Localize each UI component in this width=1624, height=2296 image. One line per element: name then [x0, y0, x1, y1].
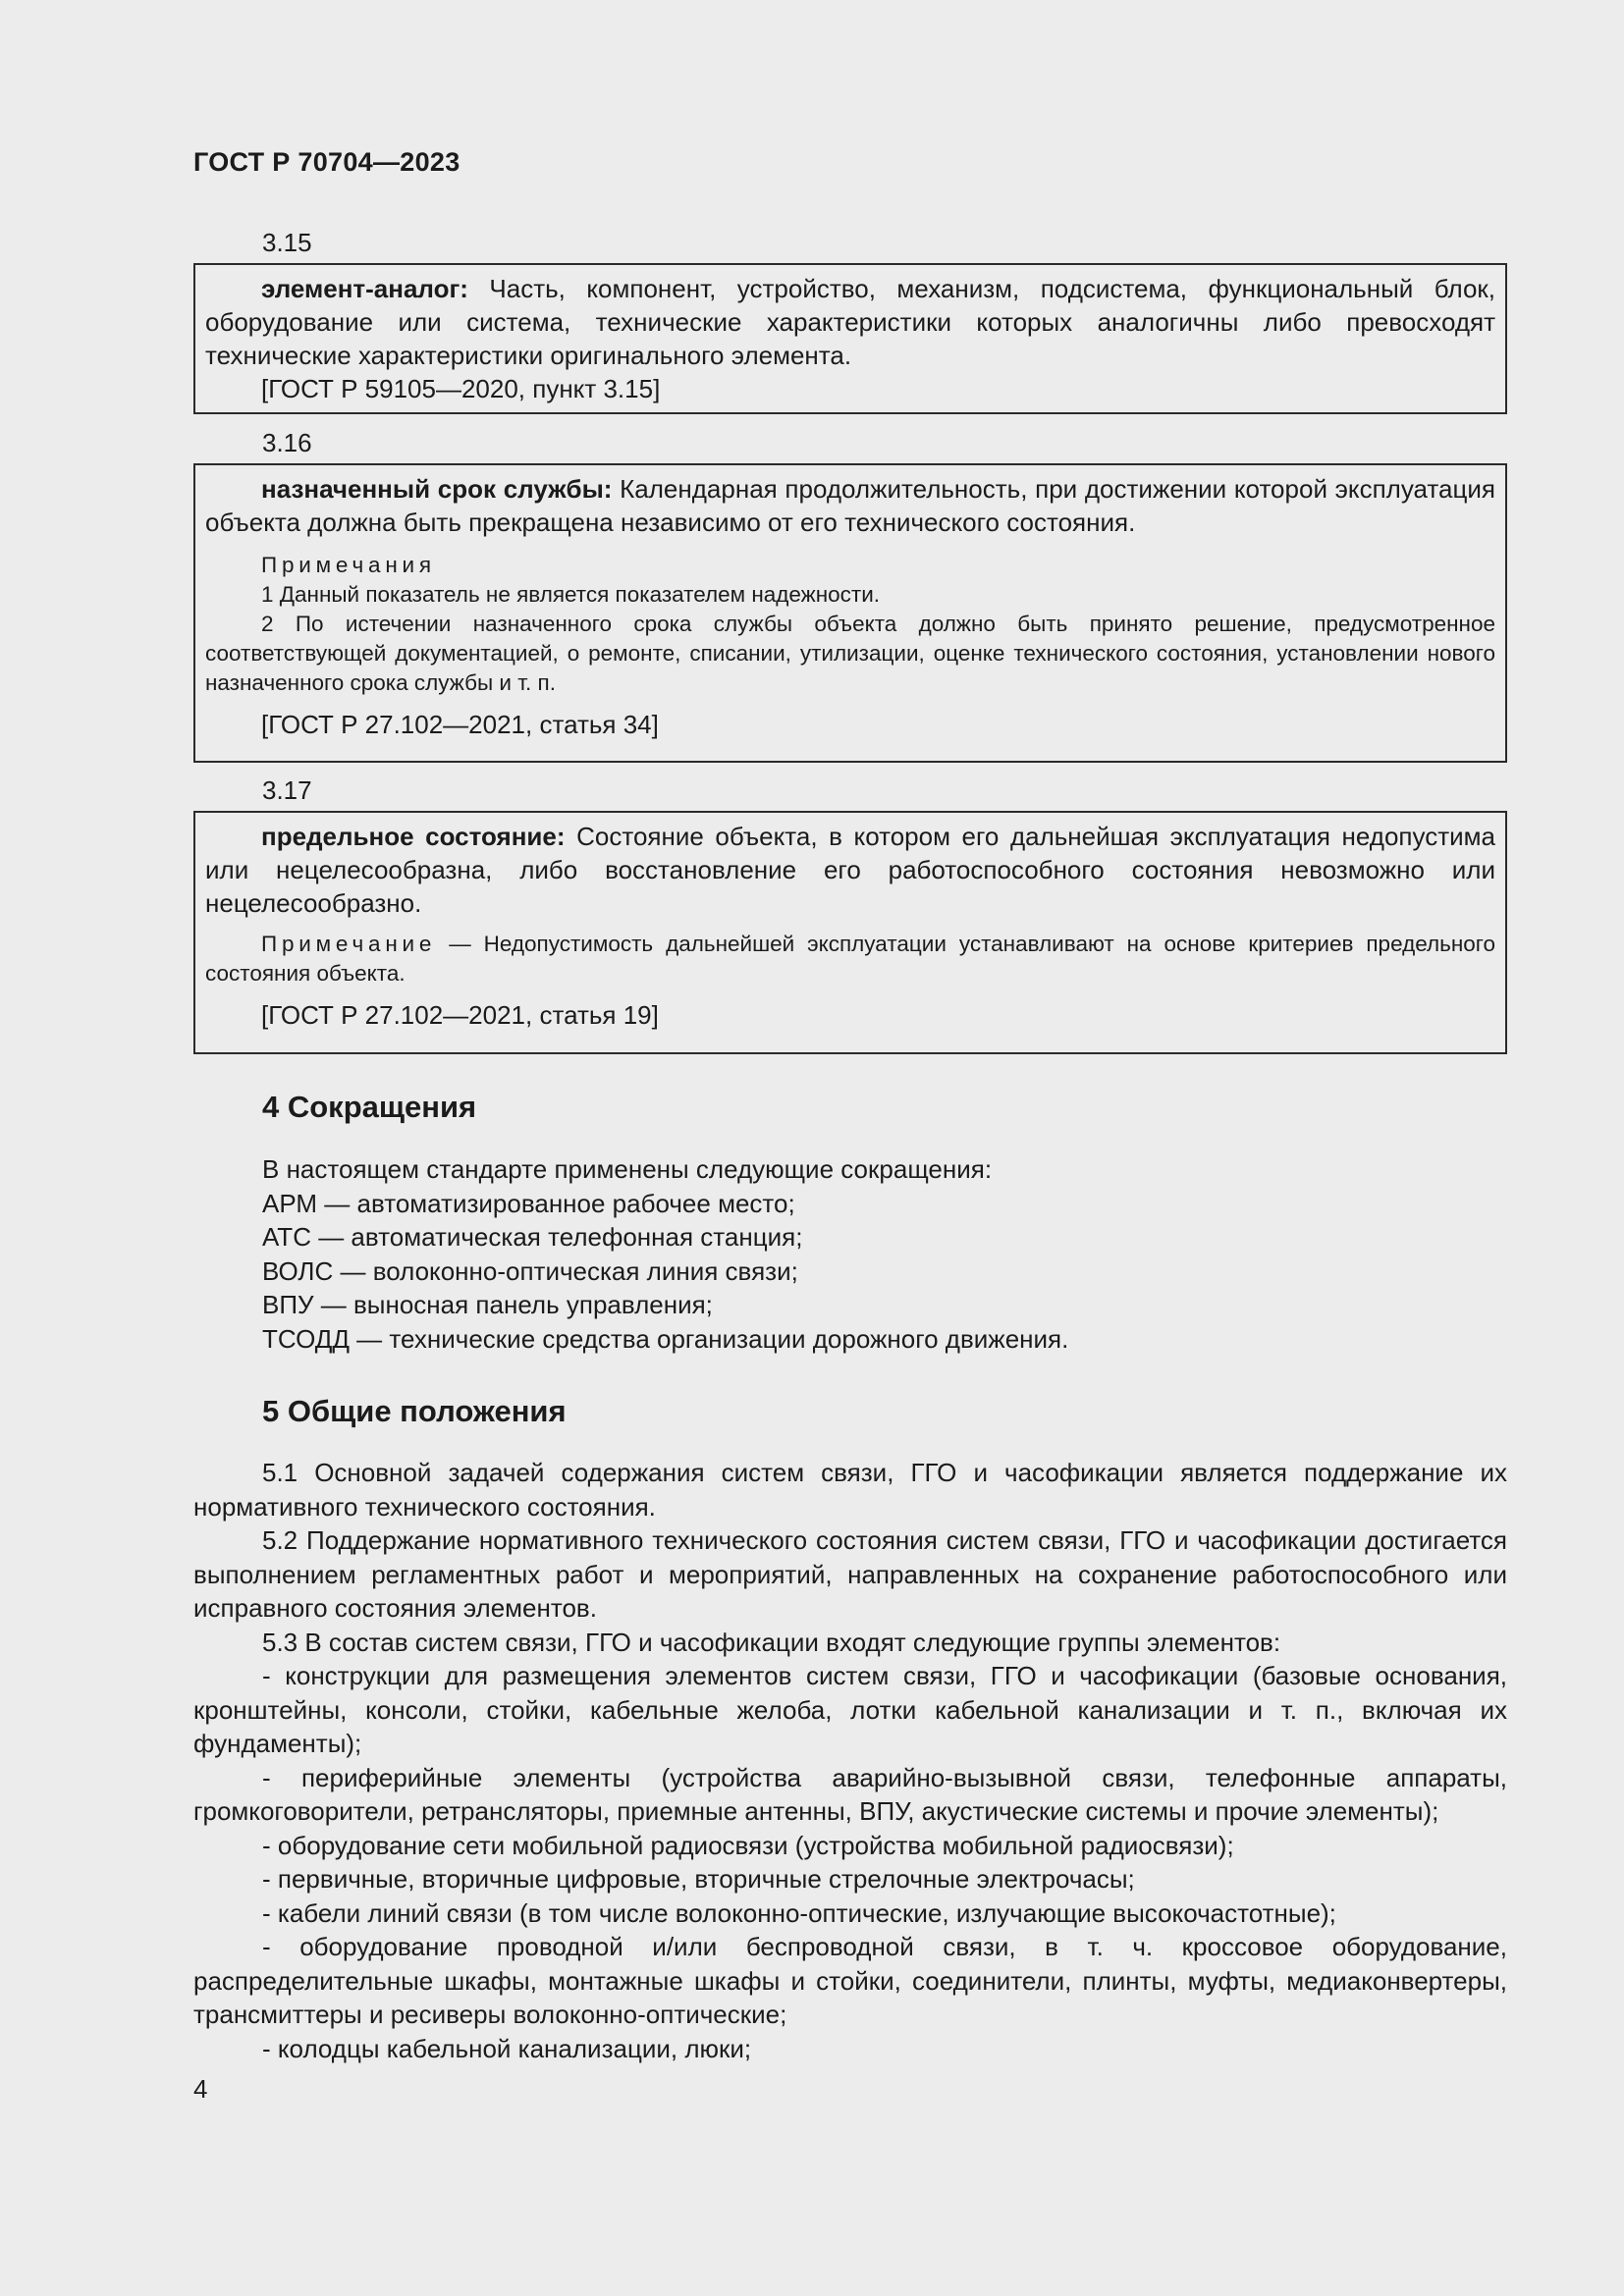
- list-item: - оборудование проводной и/или беспроводной связи, в т. ч. кроссовое оборудование, распределительные шкафы, монтажные шкафы и стойки, соединители, плинты, муфты, медиаконвертеры, трансмиттеры и ресиверы волоконно-оптические;: [193, 1932, 1507, 2029]
- paragraph: 5.2 Поддержание нормативного технического состояния систем связи, ГГО и часофикации достигается выполнением регламентных работ и мероприятий, направленных на сохранение работоспособного или исправного состояния элементов.: [193, 1525, 1507, 1623]
- term-text: Календарная продолжительность, при достижении которой эксплуатация объекта должна быть прекращена независимо от его технического состояния.: [205, 474, 1496, 537]
- term-number: 3.17: [262, 775, 312, 805]
- document-header: ГОСТ Р 70704—2023: [193, 147, 460, 177]
- term-definition: [205, 472, 1495, 539]
- term-box: [193, 463, 1507, 763]
- term-reference: [ГОСТ Р 59105—2020, пункт 3.15]: [261, 374, 661, 403]
- term-reference: [ГОСТ Р 27.102—2021, статья 19]: [261, 1000, 659, 1030]
- list-item: - периферийные элементы (устройства аварийно-вызывной связи, телефонные аппараты, громкоговорители, ретрансляторы, приемные антенны, ВПУ, акустические системы и прочие элементы);: [193, 1762, 1507, 1826]
- list-item: - кабели линий связи (в том числе волоконно-оптические, излучающие высокочастотные);: [262, 1897, 1336, 1928]
- section-heading: 5 Общие положения: [262, 1394, 567, 1428]
- section-heading: 4 Сокращения: [262, 1090, 477, 1124]
- abbreviations-list: [193, 1152, 1507, 1356]
- term-name: предельное состояние:: [261, 822, 566, 851]
- note-item: [205, 930, 1495, 988]
- note-item: 2 По истечении назначенного срока службы объекта должно быть принято решение, предусмотренное соответствующей документацией, о ремонте, списании, утилизации, оценке технического состояния, установлении нового назначенного срока службы и т. п.: [205, 612, 1495, 695]
- note-text: — Недопустимость дальнейшей эксплуатации устанавливают на основе критериев предельного состояния объекта.: [205, 932, 1495, 986]
- term-box: [193, 263, 1507, 414]
- term-name: элемент-аналог:: [261, 274, 468, 303]
- list-item: - первичные, вторичные цифровые, вторичные стрелочные электрочасы;: [262, 1864, 1135, 1894]
- term-number: 3.15: [262, 228, 312, 257]
- note-label: Примечание: [261, 932, 437, 956]
- paragraph: 5.1 Основной задачей содержания систем связи, ГГО и часофикации является поддержание их нормативного технического состояния.: [193, 1458, 1507, 1522]
- term-box: [193, 811, 1507, 1054]
- term-number: 3.16: [262, 428, 312, 457]
- term-name: назначенный срок службы:: [261, 474, 613, 504]
- abbreviation-item: ВОЛС — волоконно-оптическая линия связи;: [262, 1255, 798, 1286]
- section-body: [193, 1456, 1507, 2065]
- list-item: - оборудование сети мобильной радиосвязи (устройства мобильной радиосвязи);: [262, 1830, 1234, 1860]
- term-definition: [205, 272, 1495, 372]
- abbreviation-item: ВПУ — выносная панель управления;: [262, 1290, 713, 1319]
- term-definition: [205, 820, 1495, 920]
- abbreviation-item: ТСОДД — технические средства организации дорожного движения.: [262, 1323, 1069, 1354]
- term-text: Состояние объекта, в котором его дальнейшая эксплуатация недопустима или нецелесообразна, либо восстановление его работоспособного состояния невозможно или нецелесообразно.: [205, 822, 1495, 918]
- abbreviation-item: АРМ — автоматизированное рабочее место;: [262, 1188, 795, 1218]
- list-item: - конструкции для размещения элементов систем связи, ГГО и часофикации (базовые основания, кронштейны, консоли, стойки, кабельные желоба, лотки кабельной канализации и т. п., включая их фундаменты);: [193, 1661, 1507, 1758]
- note-item: 1 Данный показатель не является показателем надежности.: [261, 582, 881, 607]
- term-reference: [ГОСТ Р 27.102—2021, статья 34]: [261, 710, 659, 739]
- page-number: 4: [193, 2074, 208, 2104]
- abbreviation-item: АТС — автоматическая телефонная станция;: [262, 1222, 803, 1252]
- notes-title: Примечания: [261, 553, 436, 577]
- list-item: - колодцы кабельной канализации, люки;: [262, 2033, 752, 2063]
- abbreviations-intro: В настоящем стандарте применены следующие сокращения:: [262, 1154, 993, 1184]
- paragraph: 5.3 В состав систем связи, ГГО и часофикации входят следующие группы элементов:: [262, 1627, 1281, 1657]
- term-text: Часть, компонент, устройство, механизм, подсистема, функциональный блок, оборудование или система, технические характеристики которых аналогичны либо превосходят технические характеристики оригинального элемента.: [205, 274, 1495, 370]
